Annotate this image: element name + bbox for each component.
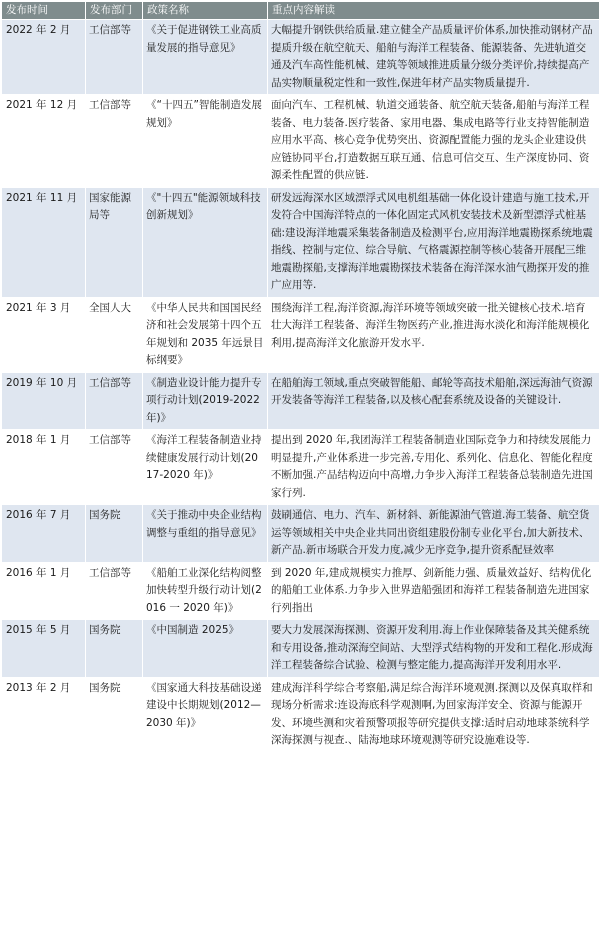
policy-table	[1, 1, 600, 753]
cell-date: 2016 年 1 月	[2, 562, 86, 620]
table-body	[2, 20, 600, 753]
cell-date: 2021 年 12 月	[2, 95, 86, 188]
table-row	[2, 620, 600, 678]
cell-content: 建成海洋科学综合考察船,满足综合海洋环境观测.探测以及保真取样和现场分析需求:连设海底科学观测啊,为回家海洋安全、资源与能源开发、环境些测和灾着预警项报等研究提供支撑:适时启动地球茶统科学深海探测与视查.、陆海地球环境观测等研究设施难设等.	[268, 677, 600, 752]
cell-policy-name: 《"十四五"能源领域科技创新规划》	[143, 187, 268, 297]
cell-content: 到 2020 年,建成规模实力推厚、剑新能力强、质量效益好、结构优化的船舶工业体系.力争步入世界造船强团和海祥工程装备制造先进国家行列指出	[268, 562, 600, 620]
table-row	[2, 677, 600, 752]
cell-department: 工信部等	[86, 372, 143, 430]
header-department: 发布部门	[86, 2, 143, 20]
cell-policy-name: 《船舶工业深化结构阅整加快转型升级行动计划(2016 一 2020 年)》	[143, 562, 268, 620]
cell-date: 2013 年 2 月	[2, 677, 86, 752]
cell-department: 工信部等	[86, 20, 143, 95]
cell-content: 研发远海深水区域漂浮式风电机组基础一体化设计建造与施工技术,开发符合中国海洋特点的一体化固定式风机安装技术及新型漂浮式桩基础:建设海洋地震采集装备制造及检测平台,应用海洋地震勘探系统地震指线、控制与定位、综合导航、气格震源控制等核心装备开展配三维地震勘探船,支撑海洋地震勘探技术装备在海洋深水油气勘探开发的推广应用等.	[268, 187, 600, 297]
table-row	[2, 95, 600, 188]
cell-policy-name: 《国家通大科技基础设递建设中长期规划(2012—2030 年)》	[143, 677, 268, 752]
cell-date: 2022 年 2 月	[2, 20, 86, 95]
cell-policy-name: 《制造业设计能力提升专项行动计划(2019-2022 年)》	[143, 372, 268, 430]
cell-content: 在船舶海工领域,重点突破智能船、邮轮等高技术船舶,深远海油气资源开发装备等海洋工程装备,以及核心配套系统及设备的关键设计.	[268, 372, 600, 430]
cell-content: 大幅提升钢铁供给质量.建立健全产品质量评价体系,加快推动钢材产品提质升级在航空航天、船舶与海洋工程装备、能源装备、先进轨道交通及汽车高性能机械、建筑等领域推进质量分级分类评价,持续提高产品实物顺量税定性和一致性,保进年材产品实物质量提升.	[268, 20, 600, 95]
cell-date: 2019 年 10 月	[2, 372, 86, 430]
cell-date: 2021 年 3 月	[2, 297, 86, 372]
cell-date: 2018 年 1 月	[2, 430, 86, 505]
cell-department: 工信部等	[86, 562, 143, 620]
cell-department: 国家能源局等	[86, 187, 143, 297]
table-row	[2, 372, 600, 430]
cell-department: 工信部等	[86, 95, 143, 188]
header-key-content: 重点内容解读	[268, 2, 600, 20]
table-row	[2, 297, 600, 372]
cell-policy-name: 《关于推动中央企业结构调整与重组的指导意见》	[143, 505, 268, 563]
cell-policy-name: 《关于促进钢铁工业高质量发展的指导意见》	[143, 20, 268, 95]
cell-content: 要大力发展深海探测、资源开发利用.海上作业保障装备及其关健系统和专用设备,推动深海空间站、大型浮式结构物的开发和工程化.形成海洋工程装备综合试验、检测与整定能力,提高海洋开发利用水平.	[268, 620, 600, 678]
cell-content: 面向汽车、工程机械、轨道交通装备、航空航天装备,船舶与海洋工程装备、电力装备.医疗装备、家用电器、集成电路等行业支持智能制造应用水平高、核心竞争优势突出、资源配置能力强的龙头企业建设供应链协同平台,打造数据互联互通、信息可信交互、生产深度协同、资源柔性配置的供应链.	[268, 95, 600, 188]
table-row	[2, 505, 600, 563]
cell-date: 2015 年 5 月	[2, 620, 86, 678]
cell-department: 国务院	[86, 620, 143, 678]
header-policy-name: 政策名称	[143, 2, 268, 20]
cell-policy-name: 《海洋工程装备制造业持续健康发展行动计划(2017-2020 年)》	[143, 430, 268, 505]
table-row	[2, 430, 600, 505]
table-row	[2, 562, 600, 620]
table-header-row	[2, 2, 600, 20]
table-row	[2, 187, 600, 297]
cell-policy-name: 《“十四五”智能制造发展规划》	[143, 95, 268, 188]
cell-content: 提出到 2020 年,我团海洋工程装备制造业国际竞争力和持续发展能力明显提升,产业体系进一步完善,专用化、系列化、信息化、智能化程度不断加强.产品结构迈向中高增,力争步入海洋工程装备总装制造先进国家行列.	[268, 430, 600, 505]
cell-department: 国务院	[86, 505, 143, 563]
cell-content: 鼓刷通信、电力、汽车、新材斜、新能源油气管道.海工装备、航空货运等领域相关中央企业共同出资组建股份制专业化平台,加大新技术、新产品.新市场联合开发力度,减少无序竞争,提升资系配昼效率	[268, 505, 600, 563]
cell-content: 围绕海洋工程,海洋资源,海洋环境等领域突破一批关键核心技术.培育壮大海洋工程装备、海洋生物医药产业,推进海水淡化和海洋能规模化利用,提高海洋文化旅游开发水平.	[268, 297, 600, 372]
cell-department: 国务院	[86, 677, 143, 752]
cell-department: 全国人大	[86, 297, 143, 372]
table-row	[2, 20, 600, 95]
header-date: 发布时间	[2, 2, 86, 20]
cell-department: 工信部等	[86, 430, 143, 505]
cell-date: 2021 年 11 月	[2, 187, 86, 297]
cell-policy-name: 《中华人民共和国国民经济和社会发展第十四个五年规划和 2035 年远景目标纲要》	[143, 297, 268, 372]
cell-date: 2016 年 7 月	[2, 505, 86, 563]
cell-policy-name: 《中国制造 2025》	[143, 620, 268, 678]
